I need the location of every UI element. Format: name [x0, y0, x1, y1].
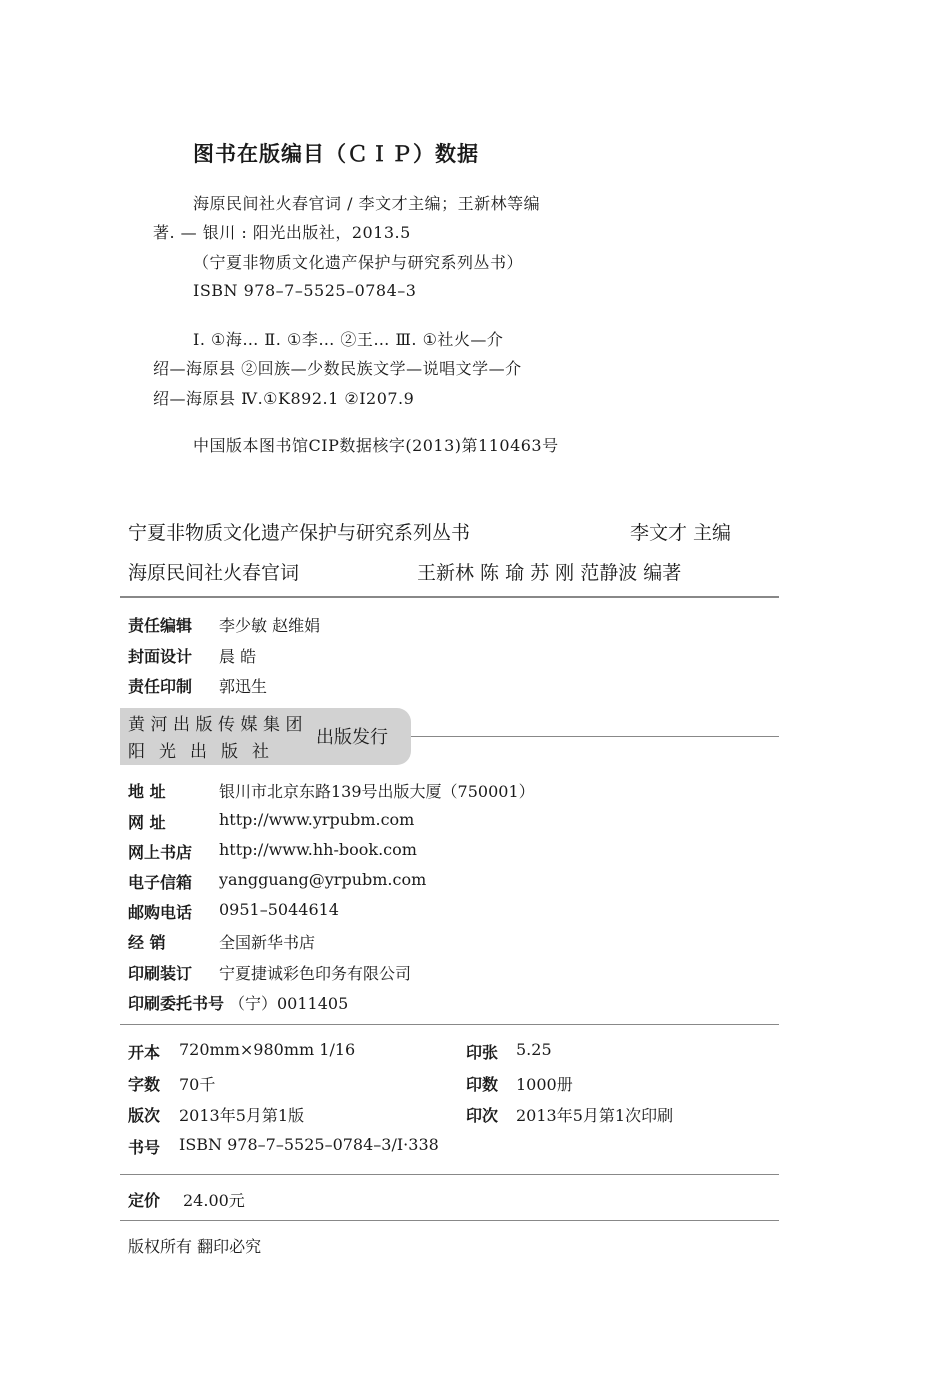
- cip-class-1: Ⅰ. ①海… Ⅱ. ①李… ②王… Ⅲ. ①社火—介: [193, 330, 504, 349]
- staff-label-cover: 封面设计: [128, 647, 193, 666]
- spec-words-value: 70千: [179, 1075, 216, 1094]
- spec-edition-value: 2013年5月第1版: [179, 1106, 305, 1125]
- spec-copies-label: 印数: [466, 1075, 499, 1094]
- publisher-issue: 出版发行: [316, 727, 388, 748]
- cip-class-2: 绍—海原县 ②回族—少数民族文学—说唱文学—介: [153, 359, 522, 378]
- cip-title: 图书在版编目（ＣＩＰ）数据: [193, 142, 479, 166]
- spec-format-label: 开本: [128, 1043, 161, 1062]
- publisher-line: [411, 736, 779, 737]
- staff-value-editor: 李少敏 赵维娟: [219, 616, 321, 635]
- contact-label-phone: 邮购电话: [128, 903, 193, 922]
- spec-isbn-label: 书号: [128, 1138, 161, 1157]
- spec-edition-label: 版次: [128, 1106, 161, 1125]
- contact-label-email: 电子信箱: [128, 873, 193, 892]
- staff-label-editor: 责任编辑: [128, 616, 193, 635]
- contact-value-phone: 0951–5044614: [219, 900, 339, 919]
- copyright-notice: 版权所有 翻印必究: [128, 1237, 262, 1256]
- price-label: 定价: [128, 1191, 161, 1210]
- price-value: 24.00元: [183, 1191, 245, 1210]
- series-name: 宁夏非物质文化遗产保护与研究系列丛书: [128, 522, 471, 544]
- spec-isbn-value: ISBN 978–7–5525–0784–3/I·338: [179, 1135, 439, 1154]
- contact-label-address: 地 址: [128, 782, 166, 801]
- staff-value-printing: 郭迅生: [219, 677, 268, 696]
- spec-copies-value: 1000册: [516, 1075, 573, 1094]
- print-license-label: 印刷委托书号: [128, 994, 225, 1013]
- contact-label-bookstore: 网上书店: [128, 843, 193, 862]
- divider-top: [120, 596, 779, 598]
- contact-label-website: 网 址: [128, 813, 166, 832]
- staff-value-cover: 晨 皓: [219, 647, 257, 666]
- print-license-value: （宁）0011405: [229, 994, 349, 1013]
- spec-sheets-label: 印张: [466, 1043, 499, 1062]
- contact-label-printer: 印刷装订: [128, 964, 193, 983]
- publisher-press: 阳光出版社: [128, 742, 283, 762]
- divider-specs: [120, 1024, 779, 1025]
- publisher-group: 黄河出版传媒集团: [128, 715, 308, 735]
- cip-line-2: 著. — 银川 : 阳光出版社，2013.5: [153, 223, 411, 242]
- spec-printing-label: 印次: [466, 1106, 499, 1125]
- spec-printing-value: 2013年5月第1次印刷: [516, 1106, 674, 1125]
- spec-words-label: 字数: [128, 1075, 161, 1094]
- cip-number: 中国版本图书馆CIP数据核字(2013)第110463号: [193, 436, 559, 455]
- cip-class-3: 绍—海原县 Ⅳ.①K892.1 ②I207.9: [153, 389, 415, 408]
- contact-value-address: 银川市北京东路139号出版大厦（750001）: [219, 782, 535, 801]
- contact-value-distribution: 全国新华书店: [219, 933, 316, 952]
- contact-value-bookstore[interactable]: http://www.hh-book.com: [219, 840, 417, 859]
- spec-format-value: 720mm×980mm 1/16: [179, 1040, 356, 1059]
- contact-value-printer: 宁夏捷诚彩色印务有限公司: [219, 964, 412, 983]
- contact-value-email[interactable]: yangguang@yrpubm.com: [219, 870, 427, 889]
- book-authors: 王新林 陈 瑜 苏 刚 范静波 编著: [417, 562, 682, 584]
- staff-label-printing: 责任印制: [128, 677, 193, 696]
- book-title: 海原民间社火春官词: [128, 562, 300, 584]
- spec-sheets-value: 5.25: [516, 1040, 552, 1059]
- cip-line-1: 海原民间社火春官词 / 李文才主编；王新林等编: [193, 194, 541, 213]
- chief-editor: 李文才 主编: [630, 522, 732, 544]
- divider-copyright: [120, 1220, 779, 1221]
- contact-value-website[interactable]: http://www.yrpubm.com: [219, 810, 415, 829]
- cip-isbn: ISBN 978–7–5525–0784–3: [193, 281, 417, 300]
- divider-price: [120, 1174, 779, 1175]
- cip-line-3: （宁夏非物质文化遗产保护与研究系列丛书）: [193, 253, 524, 272]
- contact-label-distribution: 经 销: [128, 933, 166, 952]
